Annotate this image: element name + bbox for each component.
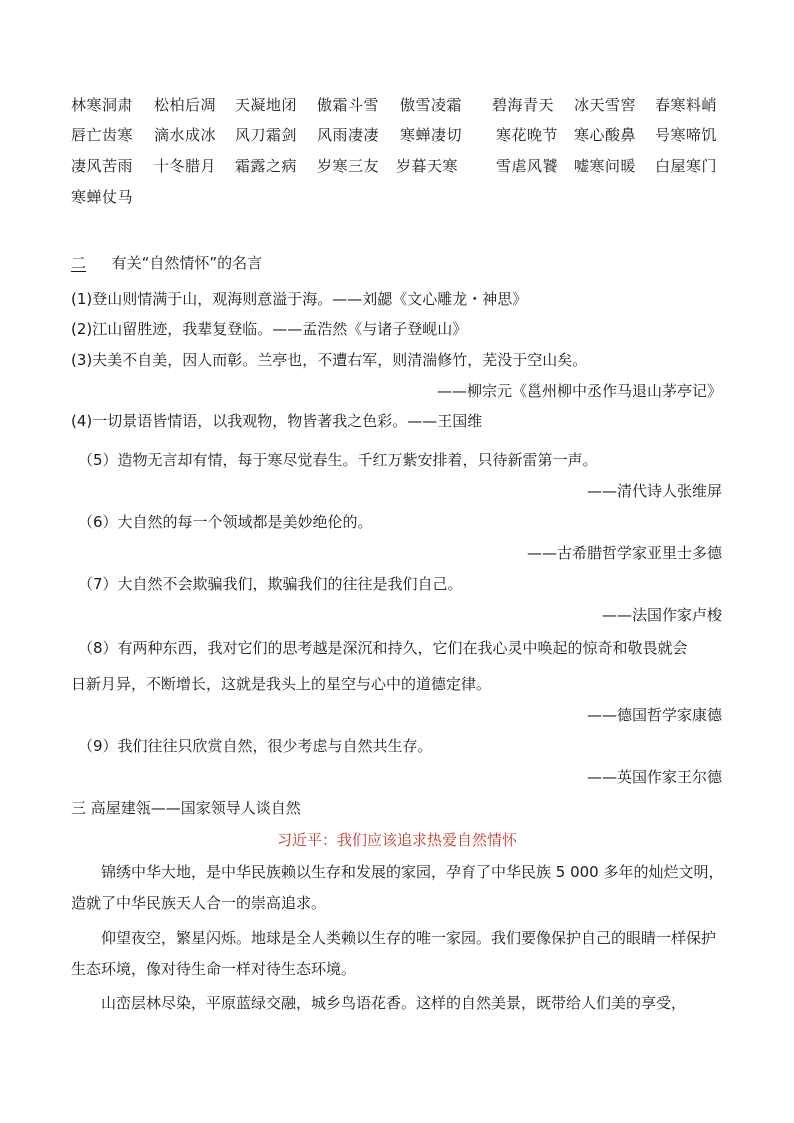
idiom: 寒蝉仗马 [71,188,134,206]
idiom: 碧海青天 [492,96,555,114]
quote-7-attribution: ——法国作家卢梭 [601,606,722,624]
idiom: 风刀霜剑 [235,126,298,144]
quote-3-attribution: ——柳宗元《邕州柳中丞作马退山茅亭记》 [436,382,722,400]
article-paragraph: 仰望夜空，繁星闪烁。地球是全人类赖以生存的唯一家园。我们要像保护自己的眼睛一样保护生态环境，像对待生命一样对待生态环境。 [71,929,717,978]
section-2-title: 有关“自然情怀”的名言 [111,254,263,272]
idiom-row [71,94,751,118]
idiom-row [71,124,751,148]
quote-9: （9）我们往往只欣赏自然，很少考虑与自然共生存。 [78,737,433,755]
quote-8: （8）有两种东西，我对它们的思考越是深沉和持久，它们在我心灵中唤起的惊奇和敬畏就会 [78,639,688,657]
idiom: 白屋寒门 [655,157,718,175]
section-3-heading: 三 高屋建瓴——国家领导人谈自然 [71,799,301,817]
idiom: 岁寒三友 [317,157,380,175]
idiom: 林寒洞肃 [71,96,134,114]
idiom: 凄风苦雨 [71,157,134,175]
quote-1: (1)登山则情满于山，观海则意溢于海。——刘勰《文心雕龙・神思》 [71,290,528,308]
quote-7: （7）大自然不会欺骗我们，欺骗我们的往往是我们自己。 [78,575,463,593]
idiom: 风雨凄凄 [317,126,380,144]
quote-5: （5）造物无言却有情，每于寒尽觉春生。千红万紫安排着，只待新雷第一声。 [78,451,598,469]
idiom: 天凝地闭 [235,96,298,114]
idiom: 寒心酸鼻 [574,126,637,144]
idiom: 嘘寒问暖 [574,157,637,175]
quote-4: (4)一切景语皆情语，以我观物，物皆著我之色彩。——王国维 [71,412,483,430]
quote-5-attribution: ——清代诗人张维屏 [586,482,722,500]
quote-6-attribution: ——古希腊哲学家亚里士多德 [526,544,722,562]
article-paragraph: 山峦层林尽染，平原蓝绿交融，城乡鸟语花香。这样的自然美景，既带给人们美的享受， [101,994,687,1012]
quote-6: （6）大自然的每一个领域都是美妙绝伦的。 [78,513,373,531]
idiom: 唇亡齿寒 [71,126,134,144]
idiom: 岁暮天寒 [396,157,459,175]
section-2-number: 二 [71,254,87,272]
quote-8-attribution: ——德国哲学家康德 [586,706,722,724]
idiom: 傲雪凌霜 [400,96,463,114]
idiom: 号寒啼饥 [655,126,718,144]
section-2-heading [71,253,262,273]
idiom: 春寒料峭 [655,96,718,114]
quote-8-continued: 日新月异，不断增长，这就是我头上的星空与心中的道德定律。 [71,675,492,693]
article-paragraph: 锦绣中华大地，是中华民族赖以生存和发展的家园，孕育了中华民族 5 000 多年的灿烂文明，造就了中华民族天人合一的崇高追求。 [71,863,724,912]
idiom: 滴水成冰 [154,126,217,144]
quote-2: (2)江山留胜迹，我辈复登临。——孟浩然《与诸子登岘山》 [71,320,468,338]
idiom: 寒蝉凄切 [400,126,463,144]
article-title: 习近平：我们应该追求热爱自然情怀 [276,831,517,849]
quote-3: (3)夫美不自美，因人而彰。兰亭也，不遭右军，则清湍修竹，芜没于空山矣。 [71,351,588,369]
idiom: 寒花晚节 [496,126,559,144]
idiom: 冰天雪窖 [574,96,637,114]
idiom: 傲霜斗雪 [317,96,380,114]
idiom: 十冬腊月 [154,157,217,175]
quote-9-attribution: ——英国作家王尔德 [586,768,722,786]
idiom-row [71,155,751,179]
idiom-row [71,186,751,210]
idiom: 松柏后凋 [154,96,217,114]
idiom: 霜露之病 [235,157,298,175]
idiom: 雪虐风饕 [496,157,559,175]
